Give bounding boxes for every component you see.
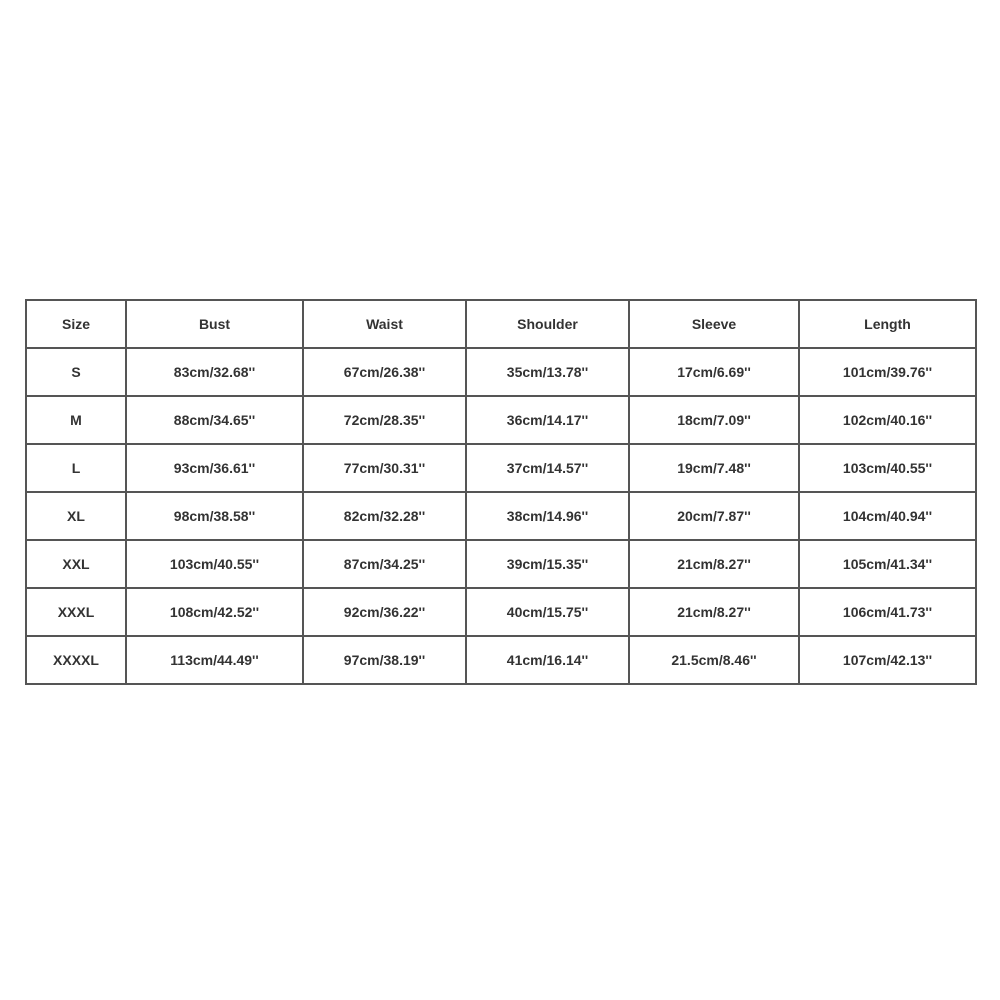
cell-shoulder: 38cm/14.96'' [466, 492, 629, 540]
cell-length: 106cm/41.73'' [799, 588, 976, 636]
table-row [26, 348, 976, 396]
cell-bust: 83cm/32.68'' [126, 348, 303, 396]
table-row [26, 540, 976, 588]
cell-length: 104cm/40.94'' [799, 492, 976, 540]
cell-waist: 87cm/34.25'' [303, 540, 466, 588]
cell-bust: 98cm/38.58'' [126, 492, 303, 540]
cell-length: 102cm/40.16'' [799, 396, 976, 444]
table-row [26, 636, 976, 684]
cell-size: L [26, 444, 126, 492]
cell-sleeve: 17cm/6.69'' [629, 348, 799, 396]
cell-bust: 88cm/34.65'' [126, 396, 303, 444]
cell-bust: 103cm/40.55'' [126, 540, 303, 588]
cell-bust: 108cm/42.52'' [126, 588, 303, 636]
cell-shoulder: 39cm/15.35'' [466, 540, 629, 588]
cell-shoulder: 35cm/13.78'' [466, 348, 629, 396]
cell-shoulder: 41cm/16.14'' [466, 636, 629, 684]
header-shoulder: Shoulder [466, 300, 629, 348]
cell-sleeve: 21cm/8.27'' [629, 540, 799, 588]
cell-sleeve: 20cm/7.87'' [629, 492, 799, 540]
header-bust: Bust [126, 300, 303, 348]
cell-bust: 113cm/44.49'' [126, 636, 303, 684]
header-length: Length [799, 300, 976, 348]
cell-size: XXL [26, 540, 126, 588]
cell-waist: 72cm/28.35'' [303, 396, 466, 444]
header-size: Size [26, 300, 126, 348]
cell-waist: 92cm/36.22'' [303, 588, 466, 636]
cell-waist: 82cm/32.28'' [303, 492, 466, 540]
cell-waist: 77cm/30.31'' [303, 444, 466, 492]
cell-shoulder: 37cm/14.57'' [466, 444, 629, 492]
size-chart-table [25, 299, 977, 685]
cell-sleeve: 18cm/7.09'' [629, 396, 799, 444]
cell-bust: 93cm/36.61'' [126, 444, 303, 492]
cell-size: S [26, 348, 126, 396]
cell-length: 105cm/41.34'' [799, 540, 976, 588]
cell-waist: 97cm/38.19'' [303, 636, 466, 684]
table-row [26, 444, 976, 492]
cell-shoulder: 40cm/15.75'' [466, 588, 629, 636]
cell-size: M [26, 396, 126, 444]
cell-length: 101cm/39.76'' [799, 348, 976, 396]
cell-sleeve: 21cm/8.27'' [629, 588, 799, 636]
cell-length: 103cm/40.55'' [799, 444, 976, 492]
table-row [26, 492, 976, 540]
cell-size: XXXL [26, 588, 126, 636]
header-sleeve: Sleeve [629, 300, 799, 348]
table-row [26, 588, 976, 636]
cell-sleeve: 21.5cm/8.46'' [629, 636, 799, 684]
header-waist: Waist [303, 300, 466, 348]
cell-sleeve: 19cm/7.48'' [629, 444, 799, 492]
cell-shoulder: 36cm/14.17'' [466, 396, 629, 444]
table-row [26, 396, 976, 444]
header-row [26, 300, 976, 348]
cell-waist: 67cm/26.38'' [303, 348, 466, 396]
cell-size: XXXXL [26, 636, 126, 684]
cell-size: XL [26, 492, 126, 540]
cell-length: 107cm/42.13'' [799, 636, 976, 684]
